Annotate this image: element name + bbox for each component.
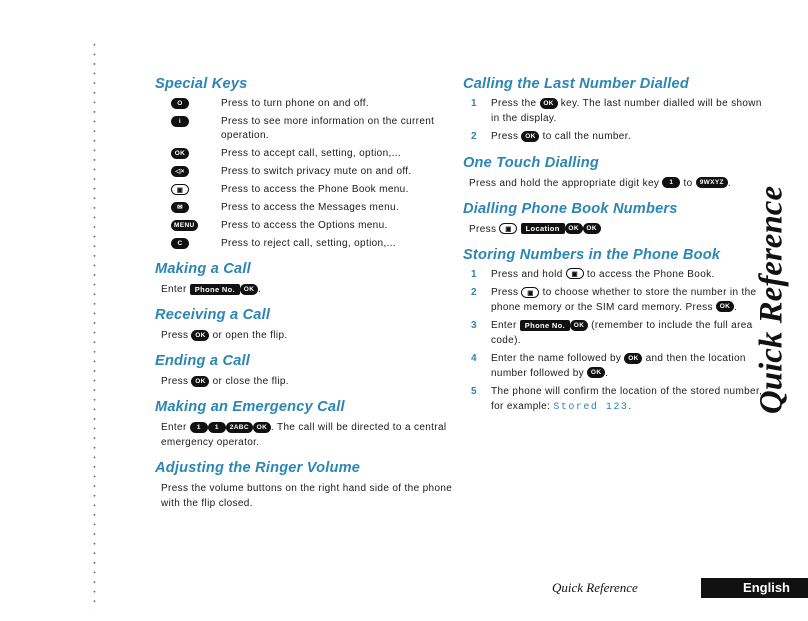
list-item (463, 97, 763, 126)
list-item (463, 286, 763, 315)
emergency-section (155, 399, 455, 450)
ok-key-icon: OK (521, 131, 539, 142)
side-title (742, 170, 802, 430)
ending-call-heading: Ending a Call (155, 353, 251, 369)
key-cell (155, 165, 221, 179)
step-number: 4 (471, 353, 477, 364)
one-touch-section (463, 155, 763, 191)
ringer-section (155, 460, 455, 511)
step-text: The phone will confirm the location of the stored number, for example: (491, 386, 763, 412)
ok-key-icon: OK (253, 422, 271, 433)
step-text: Enter the name followed by (491, 353, 622, 364)
step-text: . (733, 301, 738, 313)
key-cell (155, 237, 221, 251)
one-touch-post: . (727, 177, 731, 189)
ok-key-icon: OK (624, 353, 642, 364)
key-description: Press to access the Options menu. (221, 220, 388, 231)
one-touch-heading: One Touch Dialling (463, 154, 600, 171)
making-call-pre: Enter (161, 284, 187, 295)
left-column (155, 76, 455, 521)
receiving-call-text (161, 328, 455, 343)
ending-call-text (161, 374, 455, 389)
ringer-text: Press the volume buttons on the right hand side of the phone with the flip closed. (161, 483, 453, 509)
special-key-row (155, 97, 455, 111)
step-number: 5 (471, 386, 477, 397)
step-text: Press (491, 131, 519, 142)
ending-call-post: or close the flip. (212, 376, 289, 387)
key-description: Press to turn phone on and off. (221, 98, 369, 109)
right-column (463, 76, 763, 425)
making-call-section (155, 261, 455, 297)
footer-title: Quick Reference (552, 580, 638, 595)
phonebook-key-icon: ▣ (499, 223, 517, 234)
special-key-row (155, 201, 455, 215)
storing-section (463, 247, 763, 416)
making-call-post: . (258, 284, 262, 295)
footer-language-tab: English (701, 578, 808, 598)
step-text: Enter (491, 320, 517, 331)
phone-no-key-icon: Phone No. (520, 320, 570, 331)
digit-9-key-icon: 9WXYZ (696, 177, 728, 188)
step-number: 2 (471, 131, 477, 142)
digit-1-key-icon: 1 (190, 422, 208, 433)
special-key-row (155, 165, 455, 179)
emergency-post: . The call will be directed to a central emergency operator. (161, 422, 447, 448)
ok-key-icon: OK (587, 367, 605, 378)
making-call-heading: Making a Call (155, 261, 251, 277)
ok-key-icon: OK (583, 223, 601, 234)
emergency-heading: Making an Emergency Call (155, 399, 345, 415)
one-touch-mid: to (683, 177, 693, 189)
step-text: key. The last number dialled will be shown in the display. (491, 98, 762, 124)
phonebook-key-icon: ▣ (171, 184, 189, 195)
last-number-section (463, 76, 763, 145)
location-key-icon: Location (521, 223, 565, 234)
menu-key-icon: MENU (171, 220, 198, 231)
step-text: (remember to include the full area code). (491, 320, 753, 346)
list-item (463, 130, 763, 145)
special-keys-list (155, 97, 455, 251)
step-text: Press and hold (491, 268, 563, 280)
dotted-margin (93, 40, 96, 610)
dialling-pb-pre: Press (469, 223, 497, 235)
key-description: Press to access the Phone Book menu. (221, 184, 409, 195)
dialling-pb-heading: Dialling Phone Book Numbers (463, 200, 678, 217)
storing-heading: Storing Numbers in the Phone Book (463, 246, 721, 263)
phonebook-key-icon: ▣ (521, 287, 539, 298)
special-keys-section (155, 76, 455, 251)
dialling-pb-section (463, 201, 763, 237)
key-cell (155, 97, 221, 111)
ending-call-pre: Press (161, 376, 189, 387)
list-item (463, 319, 763, 348)
step-number: 3 (471, 320, 477, 331)
receiving-call-post: or open the flip. (212, 330, 288, 341)
special-key-row (155, 147, 455, 161)
emergency-pre: Enter (161, 422, 187, 433)
special-key-row (155, 237, 455, 251)
step-text: to access the Phone Book. (586, 268, 715, 280)
digit-1-key-icon: 1 (208, 422, 226, 433)
step-text: Press (491, 287, 519, 298)
ok-key-icon: OK (540, 98, 558, 109)
one-touch-text (469, 176, 763, 191)
special-key-row (155, 115, 455, 143)
step-text: . (628, 400, 632, 412)
special-keys-heading: Special Keys (155, 76, 248, 92)
ringer-heading: Adjusting the Ringer Volume (155, 460, 361, 476)
ending-call-section (155, 353, 455, 389)
last-number-heading: Calling the Last Number Dialled (463, 76, 689, 92)
key-cell (155, 183, 221, 197)
key-cell (155, 115, 221, 129)
key-description: Press to access the Messages menu. (221, 202, 400, 213)
messages-key-icon: ✉ (171, 202, 189, 213)
side-title-text: Quick Reference (753, 185, 790, 415)
key-description: Press to accept call, setting, option,... (221, 148, 401, 159)
key-cell (155, 201, 221, 215)
ok-key-icon: OK (191, 376, 209, 387)
step-number: 2 (471, 287, 477, 298)
step-text: and then the location number followed by (491, 353, 746, 379)
list-item (463, 385, 763, 415)
receiving-call-pre: Press (161, 330, 189, 341)
key-cell (155, 219, 221, 233)
receiving-call-heading: Receiving a Call (155, 307, 271, 323)
ok-key-icon: OK (565, 223, 583, 234)
key-description: Press to reject call, setting, option,... (221, 238, 396, 249)
power-key-icon: O (171, 98, 189, 109)
step-number: 1 (471, 268, 477, 280)
step-text: to choose whether to store the number in the phone memory or the SIM card memory. Press (491, 287, 757, 313)
key-description: Press to switch privacy mute on and off. (221, 166, 412, 177)
step-text: to call the number. (542, 131, 631, 142)
special-key-row (155, 219, 455, 233)
ok-key-icon: OK (716, 301, 734, 312)
emergency-text (161, 420, 455, 450)
digit-2-key-icon: 2ABC (226, 422, 253, 433)
receiving-call-section (155, 307, 455, 343)
list-item (463, 268, 763, 283)
ok-key-icon: OK (570, 320, 588, 331)
lcd-display-text: Stored 123 (553, 401, 629, 413)
phonebook-key-icon: ▣ (566, 268, 584, 279)
dialling-pb-text (469, 222, 763, 237)
step-number: 1 (471, 98, 477, 109)
ok-key-icon: OK (191, 330, 209, 341)
key-cell (155, 147, 221, 161)
ok-key-icon: OK (171, 148, 189, 159)
info-key-icon: i (171, 116, 189, 127)
ok-key-icon: OK (240, 284, 258, 295)
digit-1-key-icon: 1 (662, 177, 680, 188)
clear-key-icon: C (171, 238, 189, 249)
list-item (463, 352, 763, 381)
phone-no-key-icon: Phone No. (190, 284, 240, 295)
step-text: Press the (491, 98, 537, 109)
making-call-text (161, 282, 455, 297)
key-description: Press to see more information on the current operation. (221, 116, 435, 141)
one-touch-pre: Press and hold the appropriate digit key (469, 177, 660, 189)
step-text: . (605, 367, 609, 379)
special-key-row (155, 183, 455, 197)
mute-key-icon: ◁× (171, 166, 189, 177)
